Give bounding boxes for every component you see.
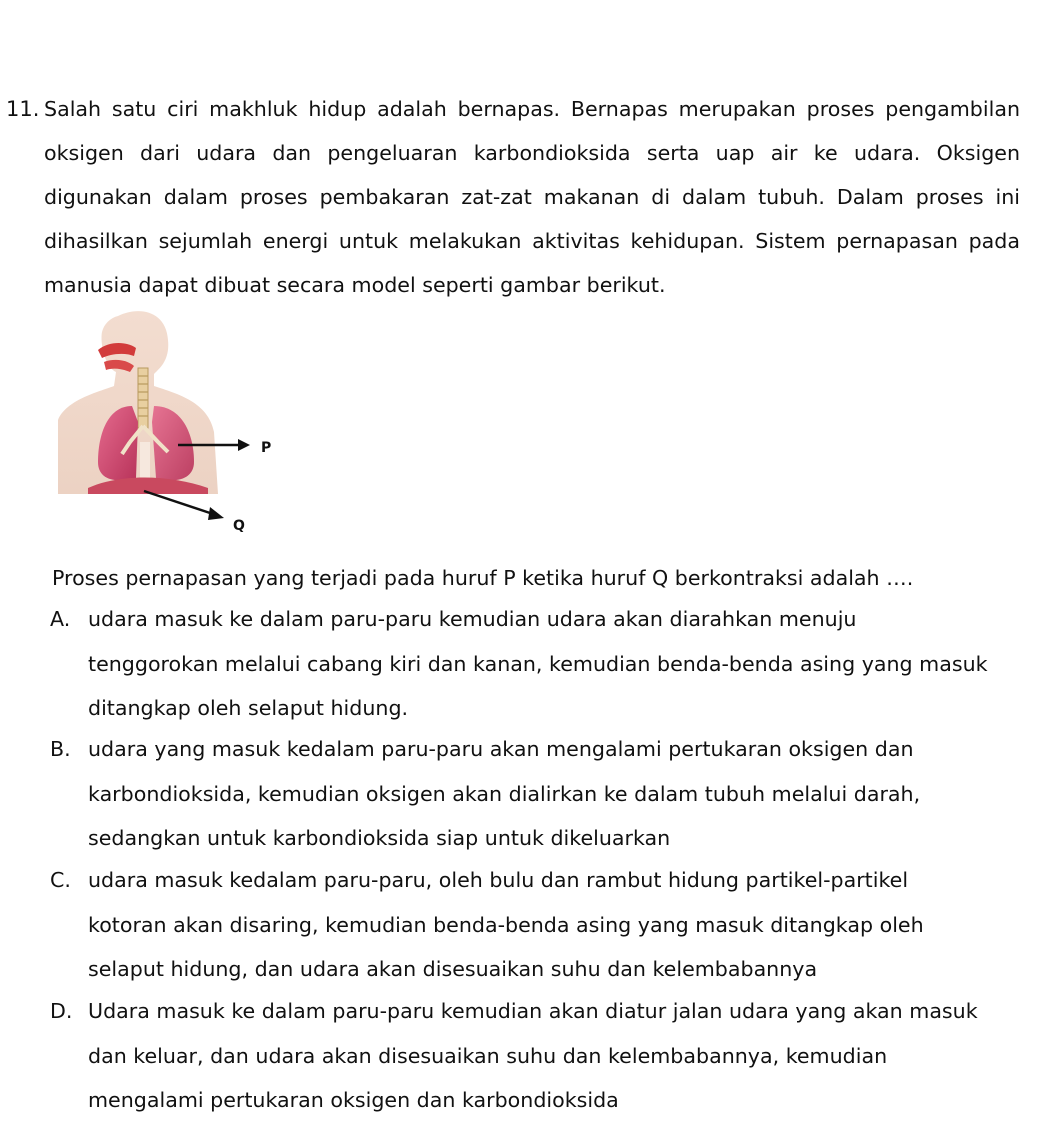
option-line: sedangkan untuk karbondioksida siap untuk dikeluarkan	[88, 826, 671, 850]
option-letter: A.	[50, 607, 71, 631]
question-number: 11.	[6, 97, 40, 121]
option-line: udara yang masuk kedalam paru-paru akan mengalami pertukaran oksigen dan	[88, 737, 914, 761]
stem-line: manusia dapat dibuat secara model seperti gambar berikut.	[44, 273, 666, 297]
option-line: selaput hidung, dan udara akan disesuaikan suhu dan kelembabannya	[88, 957, 818, 981]
option-line: udara masuk ke dalam paru-paru kemudian udara akan diarahkan menuju	[88, 607, 857, 631]
option-text	[88, 858, 1020, 992]
question-prompt: Proses pernapasan yang terjadi pada huruf P ketika huruf Q berkontraksi adalah ….	[52, 566, 914, 590]
trachea	[138, 368, 148, 428]
stem-line: dihasilkan sejumlah energi untuk melakukan aktivitas kehidupan. Sistem pernapasan pada	[44, 229, 1020, 253]
option-letter: B.	[50, 737, 71, 761]
respiratory-diagram	[58, 302, 288, 547]
stem-line: Salah satu ciri makhluk hidup adalah bernapas. Bernapas merupakan proses pengambilan	[44, 97, 1020, 121]
option-line: tenggorokan melalui cabang kiri dan kanan, kemudian benda-benda asing yang masuk	[88, 651, 988, 676]
option-text	[88, 727, 1020, 861]
arrow-p-head	[238, 439, 250, 451]
stem-line: digunakan dalam proses pembakaran zat-zat makanan di dalam tubuh. Dalam proses ini	[44, 185, 1020, 209]
respiratory-system-figure	[58, 302, 288, 547]
arrow-q-head	[208, 507, 224, 520]
option-line: ditangkap oleh selaput hidung.	[88, 696, 409, 720]
option-text	[88, 989, 1020, 1123]
label-p: P	[261, 440, 272, 456]
question-stem	[44, 87, 1020, 307]
option-letter: C.	[50, 868, 71, 892]
label-q: Q	[233, 518, 245, 534]
option-letter: D.	[50, 999, 73, 1023]
option-line: udara masuk kedalam paru-paru, oleh bulu dan rambut hidung partikel-partikel	[88, 868, 909, 892]
option-line: kotoran akan disaring, kemudian benda-benda asing yang masuk ditangkap oleh	[88, 912, 924, 937]
option-line: karbondioksida, kemudian oksigen akan dialirkan ke dalam tubuh melalui darah,	[88, 781, 921, 806]
option-text	[88, 597, 1020, 731]
option-line: dan keluar, dan udara akan disesuaikan suhu dan kelembabannya, kemudian	[88, 1043, 888, 1068]
stem-line: oksigen dari udara dan pengeluaran karbondioksida serta uap air ke udara. Oksigen	[44, 141, 1020, 165]
arrow-q-line	[144, 491, 213, 514]
option-line: Udara masuk ke dalam paru-paru kemudian akan diatur jalan udara yang akan masuk	[88, 999, 978, 1023]
option-line: mengalami pertukaran oksigen dan karbondioksida	[88, 1088, 619, 1112]
